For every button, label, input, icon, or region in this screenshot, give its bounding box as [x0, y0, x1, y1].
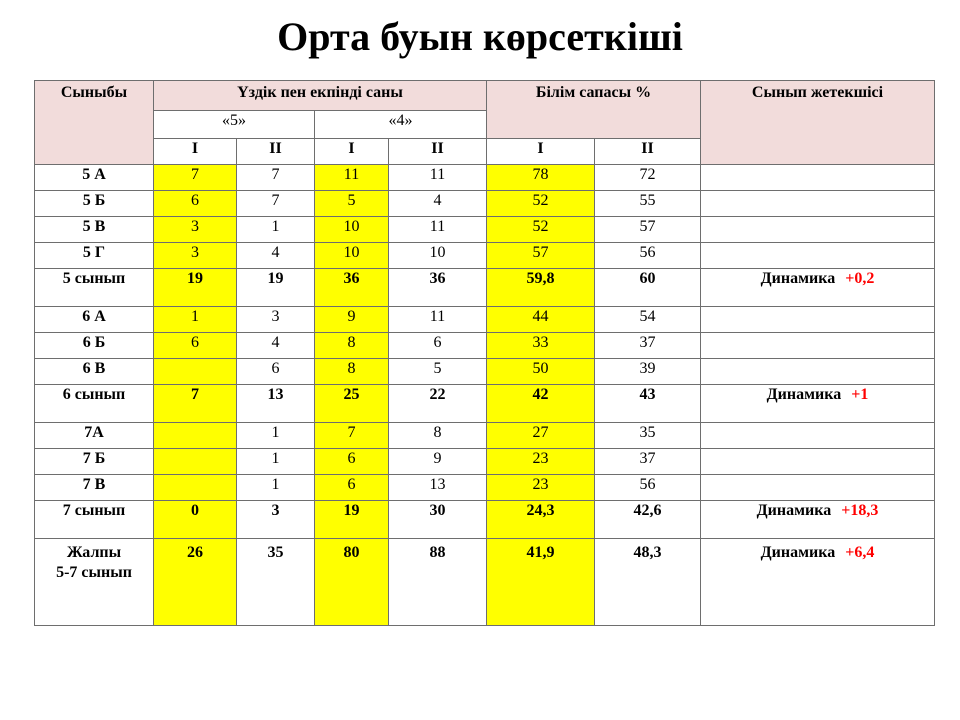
teacher-cell — [701, 165, 935, 191]
dynamics-label: Динамика — [760, 270, 836, 287]
quality-term2-value: 39 — [595, 359, 701, 385]
grade5-term1-value: 7 — [154, 165, 237, 191]
header-grade5-term2: II — [237, 139, 315, 165]
class-name: 6 В — [35, 359, 154, 385]
quality-term1-value: 44 — [487, 307, 595, 333]
table-row — [35, 333, 935, 359]
grade5-term1-value: 19 — [154, 269, 237, 307]
total-row — [35, 385, 935, 423]
table-row — [35, 243, 935, 269]
header-grade5: «5» — [154, 111, 315, 139]
grade4-term2-value: 10 — [389, 243, 487, 269]
grade4-term2-value: 36 — [389, 269, 487, 307]
dynamics-value: +0,2 — [845, 270, 875, 287]
grade5-term1-value: 26 — [154, 539, 237, 626]
grade4-term2-value: 9 — [389, 449, 487, 475]
grand-total-row — [35, 539, 935, 626]
table-row — [35, 423, 935, 449]
grade5-term2-value: 3 — [237, 307, 315, 333]
grade5-term2-value: 7 — [237, 191, 315, 217]
class-name: 5 Г — [35, 243, 154, 269]
header-grade4: «4» — [315, 111, 487, 139]
grade4-term2-value: 11 — [389, 217, 487, 243]
quality-term2-value: 43 — [595, 385, 701, 423]
quality-term2-value: 56 — [595, 243, 701, 269]
grade5-term1-value — [154, 359, 237, 385]
grade4-term2-value: 4 — [389, 191, 487, 217]
dynamics-cell — [701, 501, 935, 539]
quality-term1-value: 24,3 — [487, 501, 595, 539]
grade5-term2-value: 7 — [237, 165, 315, 191]
grade4-term2-value: 22 — [389, 385, 487, 423]
quality-term2-value: 54 — [595, 307, 701, 333]
grade5-term1-value: 3 — [154, 243, 237, 269]
grade4-term1-value: 11 — [315, 165, 389, 191]
grade5-term2-value: 13 — [237, 385, 315, 423]
class-name: 6 Б — [35, 333, 154, 359]
quality-term1-value: 57 — [487, 243, 595, 269]
dynamics-label: Динамика — [760, 544, 836, 561]
table-row — [35, 449, 935, 475]
quality-term1-value: 50 — [487, 359, 595, 385]
quality-term1-value: 27 — [487, 423, 595, 449]
grade4-term2-value: 5 — [389, 359, 487, 385]
grade4-term2-value: 11 — [389, 165, 487, 191]
grade4-term2-value: 8 — [389, 423, 487, 449]
quality-term2-value: 37 — [595, 449, 701, 475]
header-grade5-term1: I — [154, 139, 237, 165]
grade5-term1-value: 3 — [154, 217, 237, 243]
quality-term2-value: 42,6 — [595, 501, 701, 539]
grade4-term2-value: 88 — [389, 539, 487, 626]
teacher-cell — [701, 307, 935, 333]
total-row — [35, 501, 935, 539]
grand-total-name-line1: Жалпы — [66, 544, 122, 561]
dynamics-cell — [701, 385, 935, 423]
dynamics-value: +1 — [851, 386, 869, 403]
grade5-term2-value: 4 — [237, 243, 315, 269]
grade5-term1-value — [154, 475, 237, 501]
table-row — [35, 307, 935, 333]
grade5-term1-value: 0 — [154, 501, 237, 539]
quality-term1-value: 52 — [487, 191, 595, 217]
grand-total-name — [35, 539, 154, 626]
grade4-term1-value: 7 — [315, 423, 389, 449]
teacher-cell — [701, 243, 935, 269]
teacher-cell — [701, 333, 935, 359]
grade4-term2-value: 30 — [389, 501, 487, 539]
dynamics-label: Динамика — [756, 502, 832, 519]
grade4-term1-value: 19 — [315, 501, 389, 539]
results-table — [34, 80, 935, 626]
class-name: 7 В — [35, 475, 154, 501]
quality-term1-value: 23 — [487, 449, 595, 475]
table-row — [35, 359, 935, 385]
teacher-cell — [701, 449, 935, 475]
grand-total-name-line2: 5-7 сынып — [56, 564, 132, 581]
class-name: 5 А — [35, 165, 154, 191]
grade5-term2-value: 1 — [237, 475, 315, 501]
grade5-term1-value — [154, 423, 237, 449]
grade5-term2-value: 3 — [237, 501, 315, 539]
quality-term1-value: 42 — [487, 385, 595, 423]
grade5-term2-value: 6 — [237, 359, 315, 385]
grade5-term1-value: 1 — [154, 307, 237, 333]
quality-term1-value: 33 — [487, 333, 595, 359]
total-row — [35, 269, 935, 307]
quality-term2-value: 60 — [595, 269, 701, 307]
quality-term2-value: 37 — [595, 333, 701, 359]
class-total-name: 7 сынып — [35, 501, 154, 539]
dynamics-cell — [701, 539, 935, 626]
quality-term2-value: 48,3 — [595, 539, 701, 626]
quality-term2-value: 35 — [595, 423, 701, 449]
grade5-term2-value: 35 — [237, 539, 315, 626]
quality-term1-value: 23 — [487, 475, 595, 501]
class-name: 6 А — [35, 307, 154, 333]
class-name: 7А — [35, 423, 154, 449]
grade5-term1-value: 7 — [154, 385, 237, 423]
quality-term2-value: 72 — [595, 165, 701, 191]
page-title: Орта буын көрсеткіші — [277, 14, 683, 59]
quality-term1-value: 78 — [487, 165, 595, 191]
grade4-term2-value: 6 — [389, 333, 487, 359]
grade5-term1-value: 6 — [154, 333, 237, 359]
grade4-term1-value: 80 — [315, 539, 389, 626]
grade4-term1-value: 25 — [315, 385, 389, 423]
grade4-term1-value: 8 — [315, 359, 389, 385]
teacher-cell — [701, 359, 935, 385]
grade4-term2-value: 13 — [389, 475, 487, 501]
header-quality-term1: I — [487, 139, 595, 165]
grade4-term1-value: 9 — [315, 307, 389, 333]
grade4-term1-value: 10 — [315, 243, 389, 269]
grade5-term2-value: 1 — [237, 449, 315, 475]
teacher-cell — [701, 475, 935, 501]
header-grade4-term1: I — [315, 139, 389, 165]
grade4-term1-value: 5 — [315, 191, 389, 217]
quality-term1-value: 52 — [487, 217, 595, 243]
quality-term1-value: 41,9 — [487, 539, 595, 626]
teacher-cell — [701, 423, 935, 449]
teacher-cell — [701, 217, 935, 243]
dynamics-value: +18,3 — [841, 502, 879, 519]
table-row — [35, 475, 935, 501]
quality-term2-value: 56 — [595, 475, 701, 501]
grade4-term1-value: 6 — [315, 475, 389, 501]
class-total-name: 6 сынып — [35, 385, 154, 423]
grade5-term2-value: 19 — [237, 269, 315, 307]
header-teacher: Сынып жетекшісі — [701, 81, 935, 165]
header-grade4-term2: II — [389, 139, 487, 165]
header-excellent-count: Үздік пен екпінді саны — [154, 81, 487, 111]
class-name: 5 В — [35, 217, 154, 243]
dynamics-value: +6,4 — [845, 544, 875, 561]
grade5-term2-value: 4 — [237, 333, 315, 359]
header-quality: Білім сапасы % — [487, 81, 701, 139]
quality-term2-value: 55 — [595, 191, 701, 217]
table-row — [35, 165, 935, 191]
table-row — [35, 217, 935, 243]
grade5-term1-value — [154, 449, 237, 475]
class-total-name: 5 сынып — [35, 269, 154, 307]
class-name: 7 Б — [35, 449, 154, 475]
grade5-term1-value: 6 — [154, 191, 237, 217]
header-class: Сыныбы — [35, 81, 154, 165]
grade4-term1-value: 36 — [315, 269, 389, 307]
quality-term2-value: 57 — [595, 217, 701, 243]
class-name: 5 Б — [35, 191, 154, 217]
quality-term1-value: 59,8 — [487, 269, 595, 307]
grade4-term1-value: 8 — [315, 333, 389, 359]
teacher-cell — [701, 191, 935, 217]
grade4-term1-value: 6 — [315, 449, 389, 475]
header-quality-term2: II — [595, 139, 701, 165]
dynamics-cell — [701, 269, 935, 307]
table-row — [35, 191, 935, 217]
grade4-term2-value: 11 — [389, 307, 487, 333]
grade5-term2-value: 1 — [237, 423, 315, 449]
grade4-term1-value: 10 — [315, 217, 389, 243]
dynamics-label: Динамика — [766, 386, 842, 403]
grade5-term2-value: 1 — [237, 217, 315, 243]
